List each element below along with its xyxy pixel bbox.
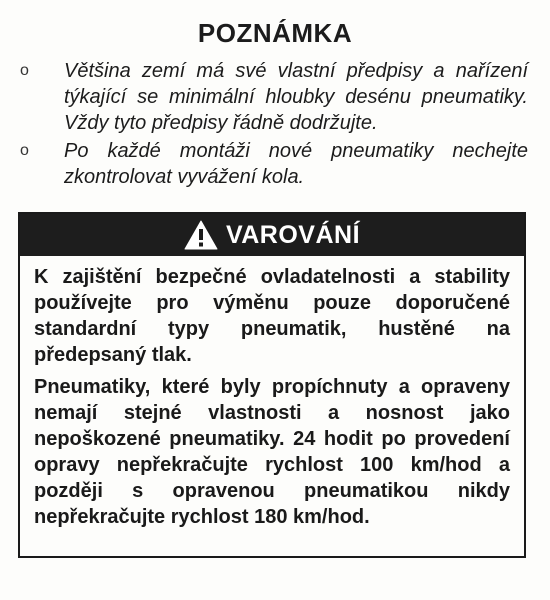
warning-box (18, 212, 526, 558)
note-title: POZNÁMKA (197, 18, 353, 48)
list-bullet: o (20, 62, 29, 79)
note-list (18, 58, 528, 192)
list-bullet: o (20, 142, 29, 159)
note-item (18, 138, 528, 190)
warning-title: VAROVÁNÍ (225, 220, 361, 249)
warning-paragraph: Pneumatiky, které byly propíchnuty a opraveny nemají stejné vlastnosti a nosnost jako nepoškozené pneumatiky. 24 hodit po provedení opravy nepřekračujte rychlost 100 km/hod a později s opravenou pneumatikou nikdy nepřekračujte rychlost 180 km/hod. (34, 376, 510, 528)
warning-paragraph: K zajištění bezpečné ovladatelnosti a stability používejte pro výměnu pouze doporučené standardní typy pneumatik, hustěné na předepsaný tlak. (34, 266, 510, 366)
warning-header (20, 214, 524, 256)
warning-triangle-icon (184, 220, 218, 250)
note-item (18, 58, 528, 136)
note-text: Většina zemí má své vlastní předpisy a nařízení týkající se minimální hloubky desénu pneumatiky. Vždy tyto předpisy řádně dodržujte. (64, 60, 528, 134)
note-text: Po každé montáži nové pneumatiky nechejte zkontrolovat vyvážení kola. (64, 140, 528, 188)
warning-body (20, 256, 524, 530)
